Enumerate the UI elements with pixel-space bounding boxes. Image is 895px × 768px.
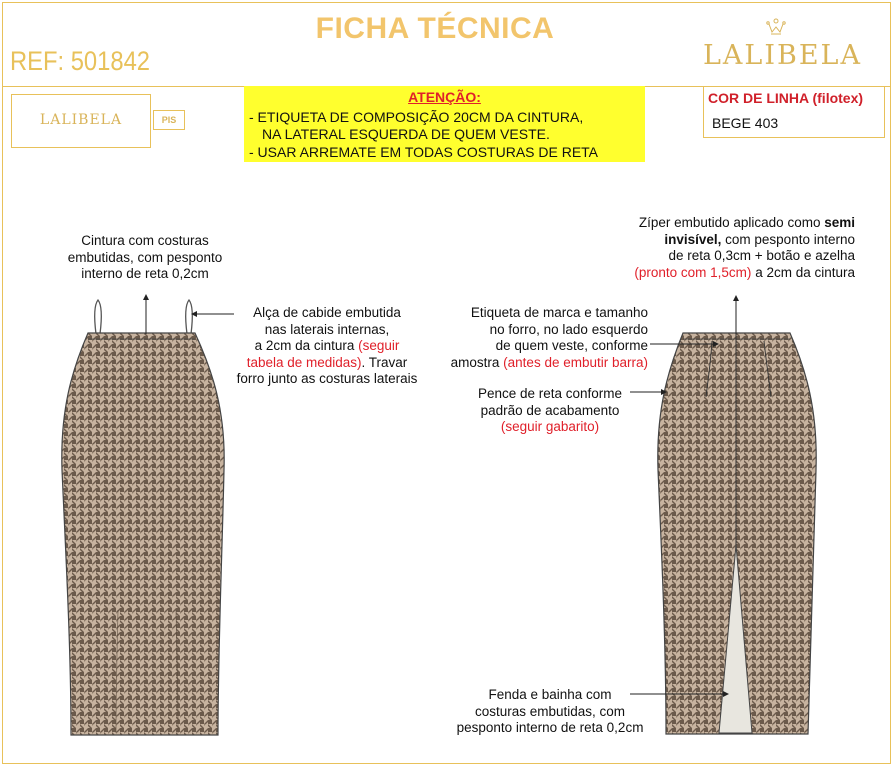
attention-title: ATENÇÃO: [408, 89, 481, 105]
note-front-waist: Cintura com costuras embutidas, com pesponto interno de reta 0,2cm [67, 233, 223, 281]
pis-tag: PIS [153, 110, 185, 130]
attention-line-3: - USAR ARREMATE EM TODAS COSTURAS DE RETA [249, 144, 599, 160]
thread-color-title: COR DE LINHA (filotex) [708, 90, 864, 106]
page-title: FICHA TÉCNICA [315, 12, 555, 45]
note-front-hanger: Alça de cabide embutida nas laterais internas, a 2cm da cintura (seguir tabela de medidas). Travar forro junto as costuras laterais [236, 305, 418, 386]
attention-line-1: - ETIQUETA DE COMPOSIÇÃO 20CM DA CINTURA, [249, 109, 584, 125]
thread-color-value: BEGE 403 [712, 115, 779, 131]
note-back-slit: Fenda e bainha com costuras embutidas, com pesponto interno de reta 0,2cm [456, 687, 644, 735]
reference-number: REF: 501842 [10, 46, 151, 76]
front-skirt [62, 300, 224, 735]
hanger-loop-right [186, 300, 193, 334]
note-back-label: Etiqueta de marca e tamanho no forro, no lado esquerdo de quem veste, conforme amostra (antes de embutir barra) [450, 305, 648, 370]
front-skirt-body [62, 333, 224, 735]
brand-logo-small: LALIBELA [39, 112, 123, 128]
brand-logo: LALIBELA [702, 40, 862, 71]
back-skirt [658, 333, 816, 734]
note-back-dart: Pence de reta conforme padrão de acabamento (seguir gabarito) [477, 386, 623, 434]
note-back-zipper: Zíper embutido aplicado como semi invisível, com pesponto interno de reta 0,3cm + botão e azelha (pronto com 1,5cm) a 2cm da cintura [634, 215, 855, 280]
attention-line-2: NA LATERAL ESQUERDA DE QUEM VESTE. [262, 126, 550, 142]
hanger-loop-left [95, 300, 102, 334]
